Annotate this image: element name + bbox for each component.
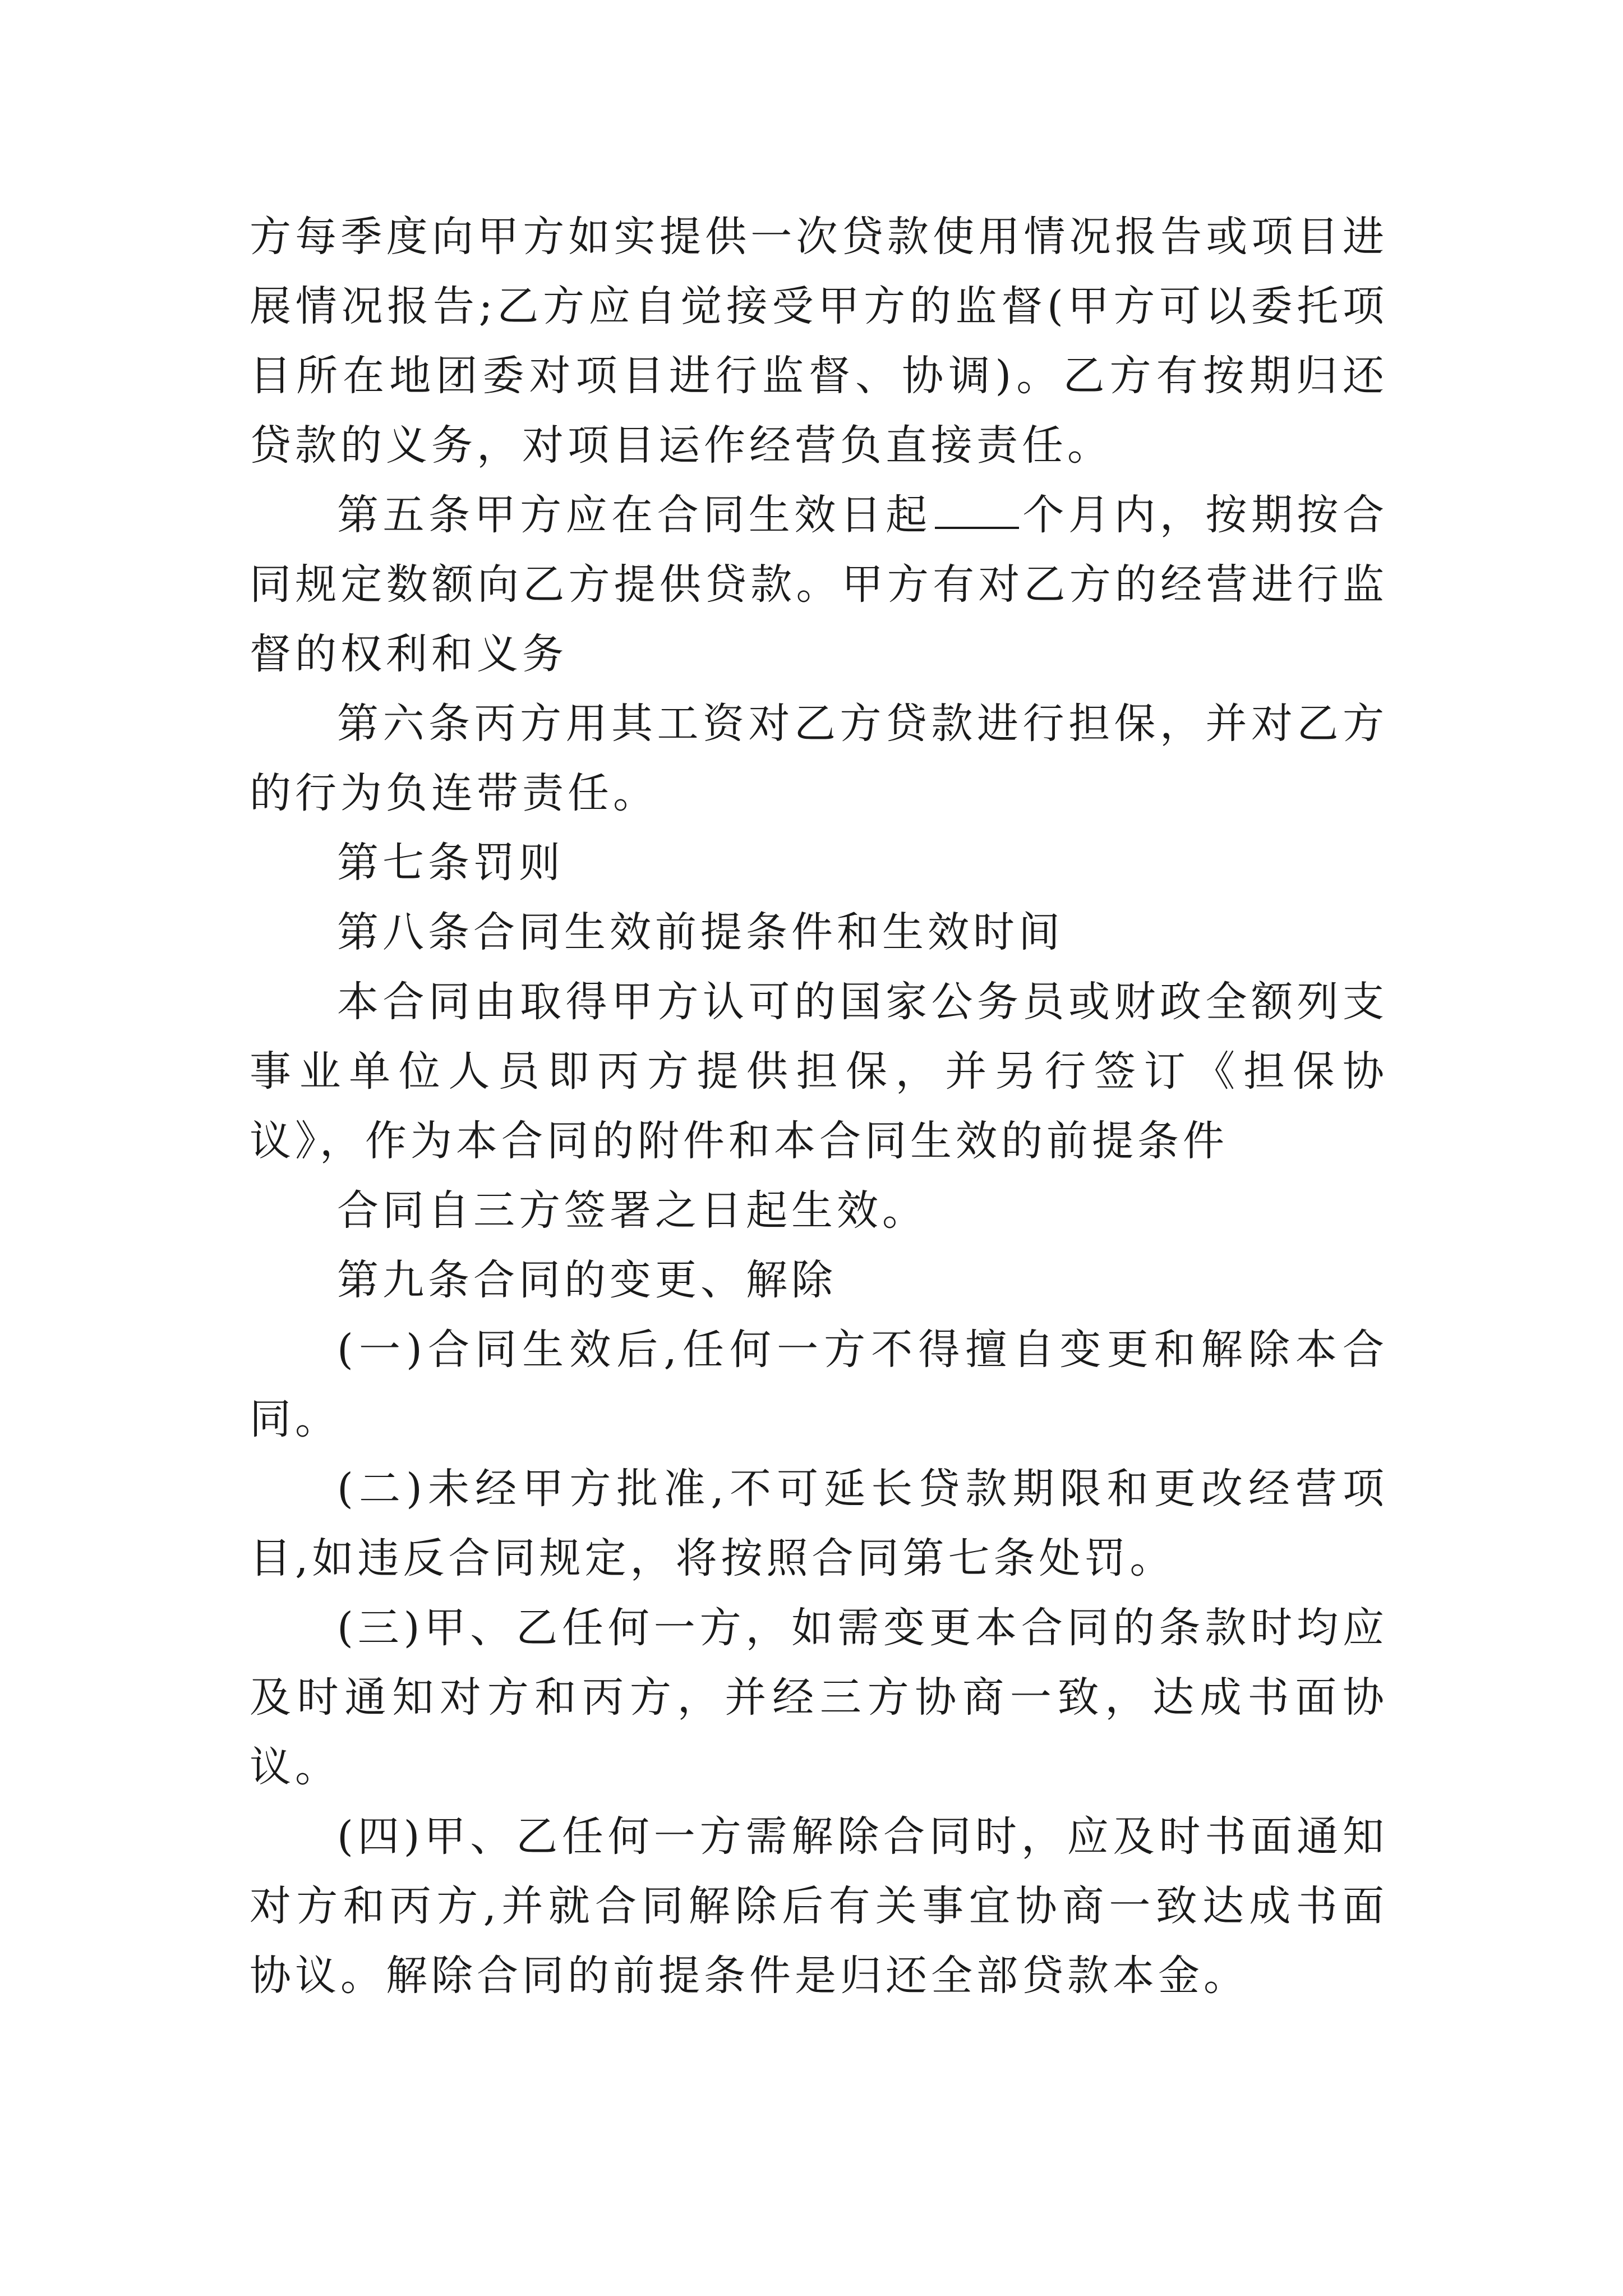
paragraph-clause-2: (二)未经甲方批准,不可延长贷款期限和更改经营项目,如违反合同规定，将按照合同第七条处罚。 <box>250 1465 1388 1582</box>
paragraph-article-9: 第九条合同的变更、解除 <box>337 1256 837 1304</box>
paragraph-clause-4: (四)甲、乙任何一方需解除合同时，应及时书面通知对方和丙方,并就合同解除后有关事宜协商一致达成书面协议。解除合同的前提条件是归还全部贷款本金。 <box>250 1812 1388 2000</box>
blank-months-field <box>935 485 1019 529</box>
paragraph-clause-1: (一)合同生效后,任何一方不得擅自变更和解除本合同。 <box>250 1326 1388 1443</box>
paragraph-article-8: 第八条合同生效前提条件和生效时间 <box>337 908 1064 956</box>
paragraph-effective: 合同自三方签署之日起生效。 <box>337 1186 928 1235</box>
article-5-text-after: 个月内，按期按合同规定数额向乙方提供贷款。甲方有对乙方的经营进行监督的权利和义务 <box>250 491 1389 678</box>
paragraph-article-5 <box>250 480 1388 689</box>
document-body <box>250 202 1388 2010</box>
paragraph-loan-report: 方每季度向甲方如实提供一次贷款使用情况报告或项目进展情况报告;乙方应自觉接受甲方的监督(甲方可以委托项目所在地团委对项目进行监督、协调)。乙方有按期归还贷款的义务，对项目运作经营负直接责任。 <box>250 213 1388 470</box>
paragraph-article-6: 第六条丙方用其工资对乙方贷款进行担保，并对乙方的行为负连带责任。 <box>250 700 1388 817</box>
paragraph-clause-3: (三)甲、乙任何一方，如需变更本合同的条款时均应及时通知对方和丙方，并经三方协商一致，达成书面协议。 <box>250 1604 1388 1791</box>
article-5-text-before: 第五条甲方应在合同生效日起 <box>337 491 932 539</box>
paragraph-guarantee: 本合同由取得甲方认可的国家公务员或财政全额列支事业单位人员即丙方提供担保，并另行签订《担保协议》，作为本合同的附件和本合同生效的前提条件 <box>250 978 1388 1165</box>
paragraph-article-7: 第七条罚则 <box>337 839 564 887</box>
